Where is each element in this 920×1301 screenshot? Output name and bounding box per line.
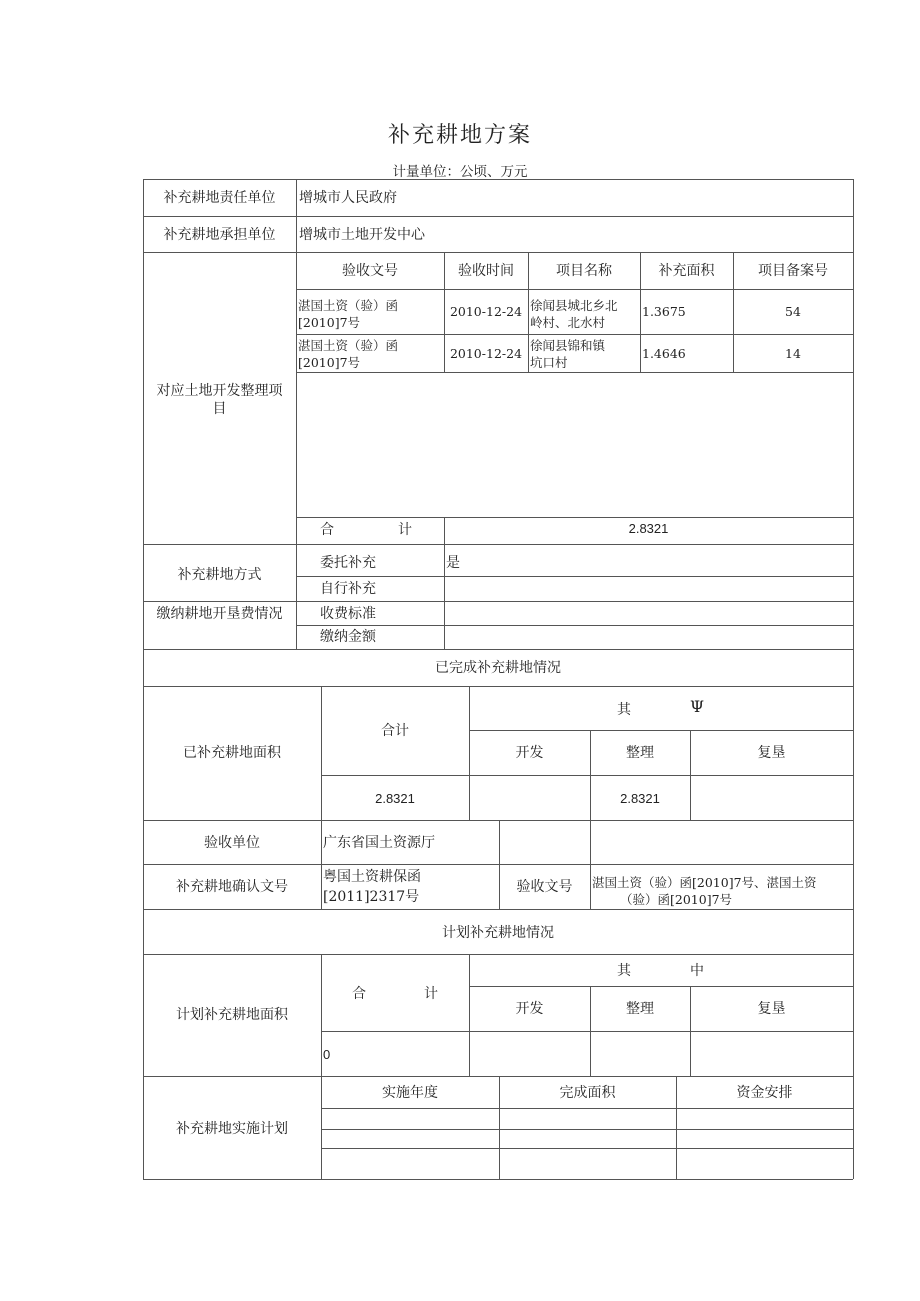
plan-of-a: 其 [617, 963, 631, 979]
row-area: 1.3675 [642, 304, 686, 319]
confirm-value: 粤国土资耕保函 [2011]2317号 [323, 869, 421, 905]
completed-section-title: 已完成补充耕地情况 [435, 660, 561, 676]
page-title: 补充耕地方案 [387, 123, 532, 148]
row-record-no: 14 [785, 346, 801, 361]
project-label: 对应土地开发整理项 目 [156, 383, 283, 417]
row-area: 1.4646 [642, 346, 686, 361]
completed-arrange-value: 2.8321 [620, 791, 660, 806]
row-date: 2010-12-24 [449, 304, 523, 319]
completed-reclaim-label: 复垦 [757, 745, 786, 761]
completed-of-a: 其 [617, 702, 631, 718]
accept-unit-label: 验收单位 [204, 835, 260, 851]
table-row: 湛国土资（验）函 [2010]7号 [298, 298, 399, 330]
plan-total-b: 计 [424, 986, 438, 1002]
plan-develop-label: 开发 [515, 1001, 544, 1017]
accept-unit-value: 广东省国土资源厅 [323, 835, 435, 851]
accept-doc-label: 验收文号 [516, 879, 573, 895]
undertaker-unit-label: 补充耕地承担单位 [163, 227, 276, 243]
plan-total-a: 合 [352, 986, 366, 1002]
plan-area-label: 计划补充耕地面积 [176, 1007, 288, 1023]
plan-arrange-label: 整理 [626, 1001, 654, 1017]
completed-arrange-label: 整理 [626, 745, 654, 761]
sum-label-a: 合 [320, 522, 334, 538]
responsible-unit-label: 补充耕地责任单位 [163, 190, 276, 206]
impl-label: 补充耕地实施计划 [176, 1121, 288, 1137]
plan-section-title: 计划补充耕地情况 [442, 925, 554, 941]
responsible-unit-value: 增城市人民政府 [299, 190, 397, 206]
entrust-label: 委托补充 [320, 555, 376, 571]
header-record-no: 项目备案号 [758, 263, 828, 279]
accept-doc-value: 湛国土资（验）函[2010]7号、湛国土资 （验）函[2010]7号 [592, 875, 817, 907]
header-date: 验收时间 [458, 263, 514, 279]
completed-develop-label: 开发 [515, 745, 544, 761]
table-row: 湛国土资（验）函 [2010]7号 [298, 338, 399, 370]
row-date: 2010-12-24 [449, 346, 523, 361]
header-doc-no: 验收文号 [342, 263, 398, 279]
completed-area-label: 已补充耕地面积 [183, 745, 281, 761]
fee-label: 缴纳耕地开垦费情况 [156, 606, 283, 622]
completed-total-label: 合计 [381, 723, 409, 739]
plan-total-value: 0 [323, 1047, 331, 1062]
sum-value: 2.8321 [628, 521, 669, 536]
method-label: 补充耕地方式 [177, 567, 262, 583]
measurement-unit: 计量单位：公顷、万元 [392, 164, 528, 180]
impl-fund-header: 资金安排 [736, 1085, 793, 1101]
row-project-name: 徐闻县城北乡北 岭村、北水村 [530, 298, 618, 330]
confirm-label: 补充耕地确认文号 [176, 879, 288, 895]
fee-standard-label: 收费标准 [320, 606, 376, 622]
plan-of-b: 中 [690, 963, 704, 979]
fee-amount-label: 缴纳金额 [320, 629, 376, 645]
row-record-no: 54 [785, 304, 801, 319]
row-project-name: 徐闻县锦和镇 坑口村 [530, 338, 606, 370]
undertaker-unit-value: 增城市土地开发中心 [299, 227, 425, 243]
completed-of-b: Ψ [690, 697, 705, 716]
impl-year-header: 实施年度 [382, 1085, 438, 1101]
header-project-name: 项目名称 [556, 263, 612, 279]
sum-label-b: 计 [398, 522, 412, 538]
impl-area-header: 完成面积 [559, 1085, 616, 1101]
entrust-value: 是 [446, 555, 460, 571]
header-area: 补充面积 [658, 263, 715, 279]
completed-total-value: 2.8321 [375, 791, 415, 806]
self-label: 自行补充 [320, 581, 376, 597]
plan-reclaim-label: 复垦 [757, 1001, 786, 1017]
